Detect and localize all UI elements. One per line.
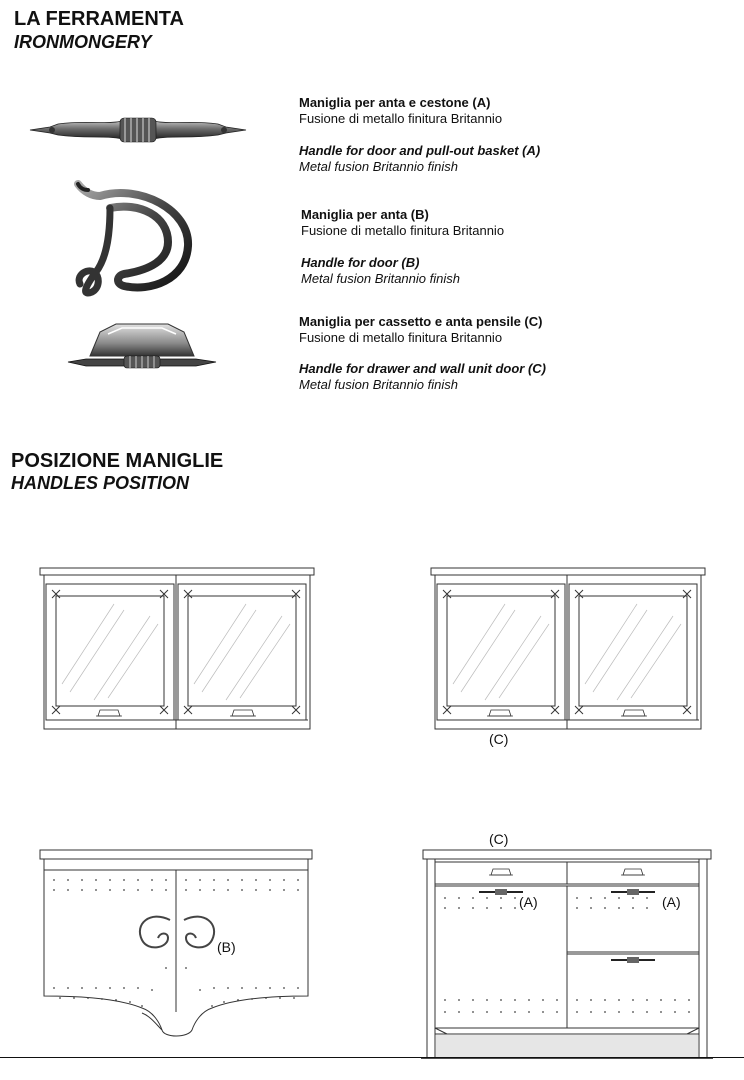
page-title: LA FERRAMENTA <box>14 8 184 30</box>
handle-b-material-en: Metal fusion Britannio finish <box>301 271 460 286</box>
label-c-bottom: (C) <box>489 831 509 847</box>
cabinet-glass-doors-right <box>429 566 707 732</box>
label-a-right: (A) <box>662 894 681 910</box>
handle-a-name-it: Maniglia per anta e cestone (A) <box>299 95 491 110</box>
handle-b-image <box>70 180 200 300</box>
page-subtitle: IRONMONGERY <box>14 32 152 52</box>
handle-a-image <box>28 108 248 150</box>
handle-c-name-en: Handle for drawer and wall unit door (C) <box>299 361 547 376</box>
position-title: POSIZIONE MANIGLIE <box>11 450 224 472</box>
handle-a-name-en: Handle for door and pull-out basket (A) <box>299 143 541 158</box>
handle-b-name-en: Handle for door (B) <box>301 255 420 270</box>
handle-c-name-it: Maniglia per cassetto e anta pensile (C) <box>299 314 543 329</box>
bottom-rule <box>0 1057 744 1058</box>
handle-b-name-it: Maniglia per anta (B) <box>301 207 429 222</box>
cabinet-glass-doors-left <box>38 566 316 732</box>
label-c-top: (C) <box>489 731 509 747</box>
label-b: (B) <box>217 939 236 955</box>
handle-c-image <box>66 320 218 376</box>
position-subtitle: HANDLES POSITION <box>11 473 190 493</box>
handle-c-material-it: Fusione di metallo finitura Britannio <box>299 330 503 345</box>
cabinet-doors-b <box>38 848 316 1044</box>
handle-b-material-it: Fusione di metallo finitura Britannio <box>301 223 505 238</box>
handle-a-material-en: Metal fusion Britannio finish <box>299 159 458 174</box>
label-a-left: (A) <box>519 894 538 910</box>
cabinet-drawers-a-c <box>421 848 713 1060</box>
handle-a-material-it: Fusione di metallo finitura Britannio <box>299 111 503 126</box>
handle-c-material-en: Metal fusion Britannio finish <box>299 377 458 392</box>
